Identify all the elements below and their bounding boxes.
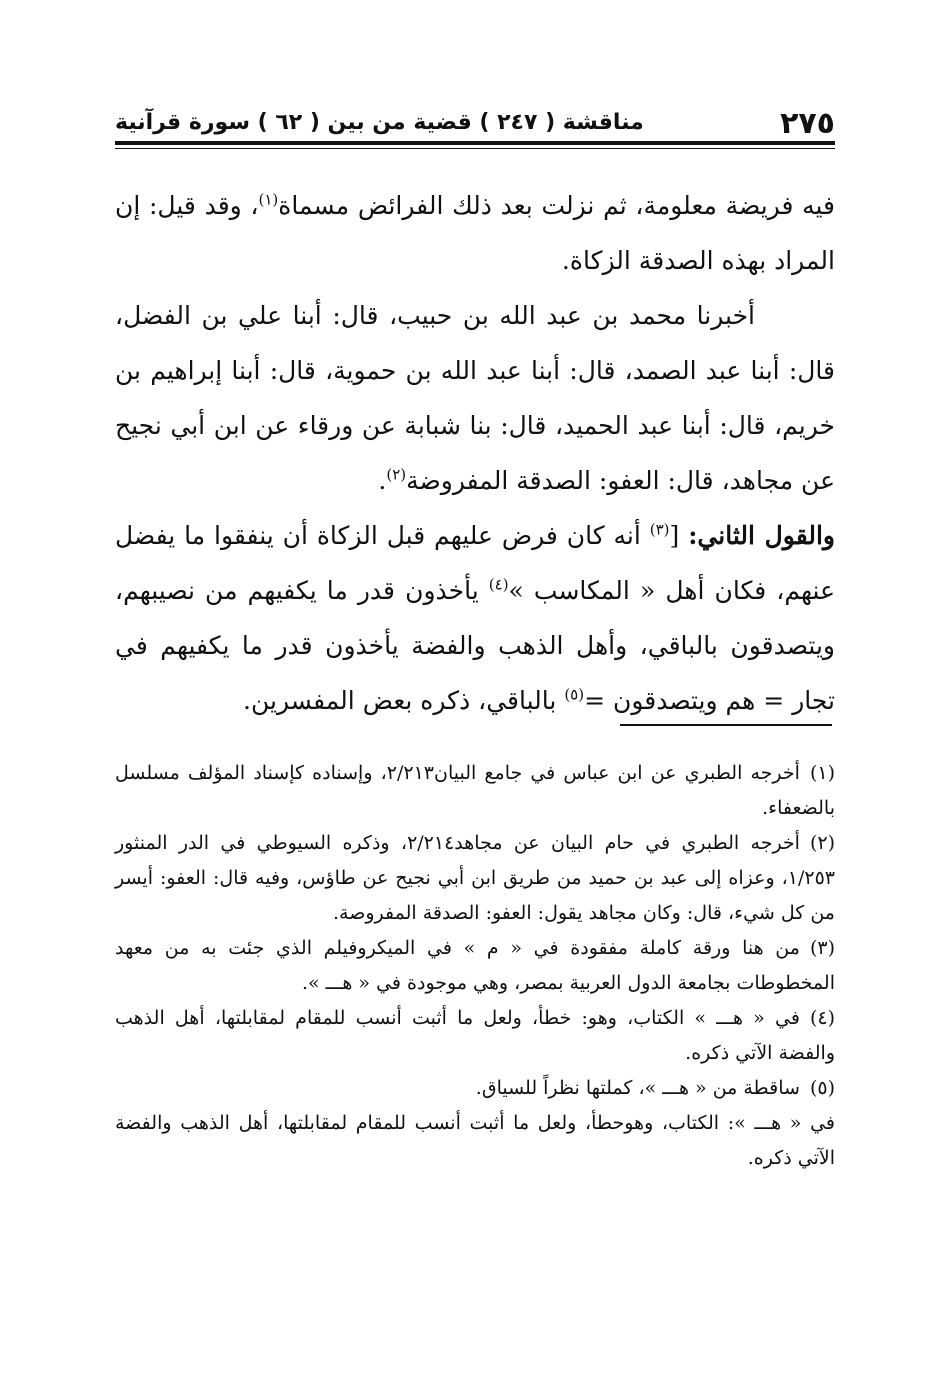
footnote-separator: [620, 724, 832, 726]
footnotes: [115, 756, 835, 1176]
footnote-continuation: [115, 1106, 835, 1176]
header-rule-thick: [115, 141, 835, 145]
footnote-3: [115, 931, 835, 1001]
footnote-number: (٤): [809, 1007, 835, 1029]
footnote-ref-3: (٣): [649, 520, 670, 539]
footnote-text: من هنا ورقة كاملة مفقودة في « م » في الميكروفيلم الذي جئت به من معهد المخطوطات بجامعة الدول العربية بمصر، وهي موجودة في « هـــ ».: [115, 937, 835, 994]
page-number: ٢٧٥: [780, 106, 835, 141]
footnote-number: (٢): [809, 832, 836, 854]
footnote-text: في « هـــ »: الكتاب، وهوحطأ، ولعل ما أثبت أنسب للمقام لمقابلتها، أهل الذهب والفضة الآتي ذكره.: [115, 1112, 835, 1169]
paragraph-1-text-a: فيه فريضة معلومة، ثم نزلت بعد ذلك الفرائض مسماة: [278, 191, 835, 220]
paragraph-2-text-a: أخبرنا محمد بن عبد الله بن حبيب، قال: أبنا علي بن الفضل، قال: أبنا عبد الصمد، قال: أبنا عبد الله بن حموية، قال: أبنا إبراهيم بن خريم، قال: أبنا عبد الحميد، قال: بنا شبابة عن ورقاء عن ابن أبي نجيح عن مجاهد، قال: العفو: الصدقة المفروضة: [115, 301, 835, 495]
header-rule-thin: [115, 148, 835, 149]
footnote-text: ساقطة من « هـــ »، كملتها نظراً للسياق.: [475, 1077, 800, 1099]
paragraph-3-text-b: يأخذون قدر ما يكفيهم من نصيبهم، ويتصدقون بالباقي، وأهل الذهب والفضة يأخذون قدر ما يكفيهم في تجار = هم ويتصدقون =: [115, 576, 835, 715]
paragraph-3-text-a: أنه كان فرض عليهم قبل الزكاة أن ينفقوا ما يفضل عنهم، فكان أهل « المكاسب »: [115, 521, 835, 605]
footnote-text: أخرجه الطبري في حام البيان عن مجاهد٢/٢١٤، وذكره السيوطي في الدر المنثور ١/٢٥٣، وعزاه إلى عبد بن حميد من طريق ابن أبي نجيح عن طاؤس، وفيه قال: العفو: أيسر من كل شيء، قال: وكان مجاهد يقول: العفو: الصدقة المفروصة.: [115, 832, 835, 924]
footnote-number: (٥): [809, 1077, 835, 1099]
paragraph-1: [115, 178, 835, 288]
page-header: [115, 100, 835, 142]
paragraph-3: [115, 508, 835, 728]
footnote-ref-1: (١): [258, 190, 279, 209]
footnote-ref-2: (٢): [386, 465, 407, 484]
running-title: مناقشة ( ٢٤٧ ) قضية من بين ( ٦٢ ) سورة قرآنية: [115, 110, 644, 135]
open-bracket: [: [669, 521, 689, 550]
footnote-ref-5: (٥): [564, 685, 585, 704]
footnote-2: [115, 826, 835, 931]
footnote-number: (١): [809, 762, 835, 784]
footnote-4: [115, 1001, 835, 1071]
paragraph-1-text-b: ، وقد قيل: إن المراد بهذه الصدقة الزكاة.: [115, 191, 835, 275]
paragraph-2-text-b: .: [378, 466, 387, 495]
footnote-5: [115, 1071, 835, 1106]
footnote-text: في « هـــ » الكتاب، وهو: خطأ، ولعل ما أثبت أنسب للمقام لمقابلتها، أهل الذهب والفضة الآتي ذكره.: [115, 1007, 835, 1064]
footnote-1: [115, 756, 835, 826]
paragraph-2: [115, 288, 835, 508]
footnote-number: (٣): [809, 937, 835, 959]
paragraph-3-text-c: بالباقي، ذكره بعض المفسرين.: [243, 686, 565, 715]
second-opinion-heading: والقول الثاني:: [688, 521, 835, 550]
footnote-text: أخرجه الطبري عن ابن عباس في جامع البيان٢/٢١٣، وإسناده كإسناد المؤلف مسلسل بالضعفاء.: [115, 762, 835, 819]
footnote-ref-4: (٤): [488, 575, 509, 594]
main-text: [115, 178, 835, 728]
